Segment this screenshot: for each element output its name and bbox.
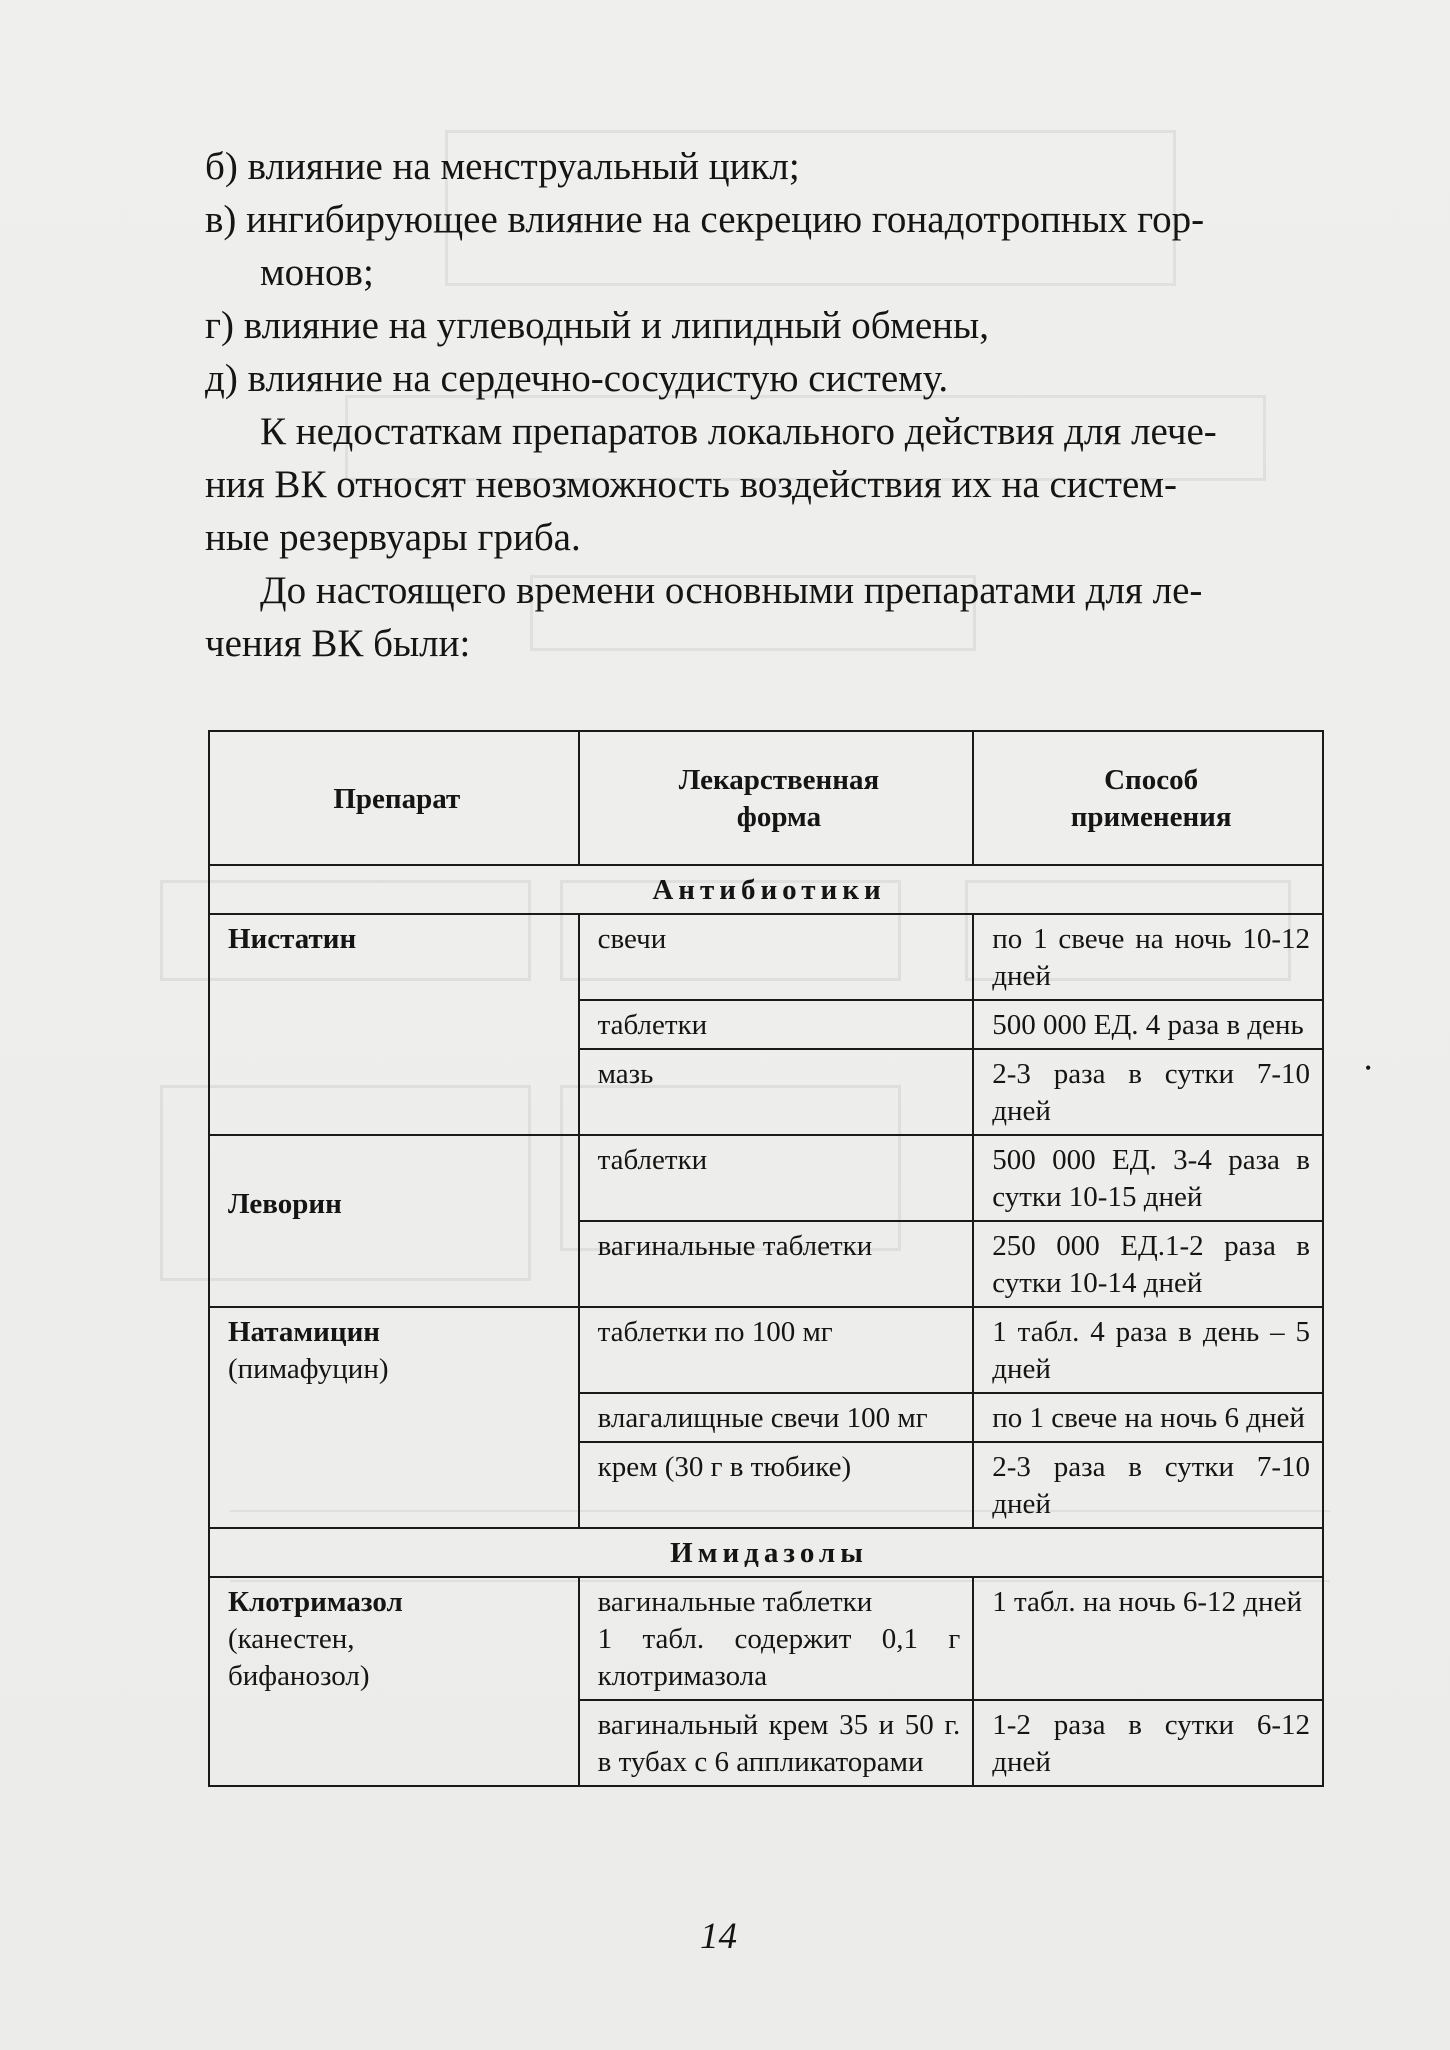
list-item-g: г) влияние на углеводный и липидный обмены, [205,304,989,347]
table-group-row [209,865,1323,914]
header-method [973,731,1323,865]
header-method-line1: Способ [1104,764,1199,796]
method-cell: 1 табл. на ночь 6-12 дней [973,1577,1323,1700]
paragraph-drawbacks-line2: ния ВК относят невозможность воздействия их на систем- [205,463,1177,506]
form-cell: мазь [579,1049,974,1135]
header-form-line1: Лекарственная [678,764,880,796]
drug-name-clotrimazole-alt2: бифанозол) [228,1660,370,1692]
method-cell: 500 000 ЕД. 4 раза в день [973,1000,1323,1049]
method-cell: 1 табл. 4 раза в день – 5 дней [973,1307,1323,1393]
group-imidazoles: Имидазолы [209,1528,1323,1577]
paragraph-main-drugs-line2: чения ВК были: [205,622,471,665]
table-header-row [209,731,1323,865]
drugs-table [208,730,1324,1787]
form-cell [579,1577,974,1700]
header-method-line2: применения [1070,801,1232,833]
header-form-line2: форма [736,801,822,833]
table-group-row [209,1528,1323,1577]
drug-name-clotrimazole-main: Клотримазол [228,1586,403,1618]
paragraph-drawbacks [205,405,1335,564]
drug-name-nystatin: Нистатин [209,914,579,1135]
drug-name-natamycin [209,1307,579,1528]
method-cell: 1-2 раза в сутки 6-12 дней [973,1700,1323,1786]
form-cell: таблетки по 100 мг [579,1307,974,1393]
method-cell: по 1 свече на ночь 10-12 дней [973,914,1323,1000]
form-cell: свечи [579,914,974,1000]
body-text [205,140,1335,670]
table-row [209,1577,1323,1700]
table-row [209,914,1323,1000]
list-item-d: д) влияние на сердечно-сосудистую систему. [205,357,949,400]
form-cell-line2: 1 табл. содержит 0,1 г клотримазола [597,1623,961,1692]
table-row [209,1135,1323,1221]
list-item-v-line1: в) ингибирующее влияние на секрецию гонадотропных гор- [205,198,1205,241]
stray-dot: • [1365,1058,1372,1078]
drug-name-natamycin-main: Натамицин [228,1316,380,1348]
drug-name-levorin: Леворин [209,1135,579,1307]
list-item-b: б) влияние на менструальный цикл; [205,145,800,188]
group-antibiotics: Антибиотики [209,865,1323,914]
form-cell: вагинальный крем 35 и 50 г. в тубах с 6 аппликаторами [579,1700,974,1786]
drug-name-clotrimazole-alt1: (канестен, [228,1623,355,1655]
method-cell: 500 000 ЕД. 3-4 раза в сутки 10-15 дней [973,1135,1323,1221]
form-cell: таблетки [579,1000,974,1049]
paragraph-main-drugs [205,564,1335,670]
paragraph-main-drugs-line1: До настоящего времени основными препаратами для ле- [260,569,1203,612]
list-item-v-line2: монов; [260,251,374,294]
form-cell: вагинальные таблетки [579,1221,974,1307]
form-cell-line1: вагинальные таблетки [597,1586,873,1618]
form-cell: влагалищные свечи 100 мг [579,1393,974,1442]
header-form [579,731,974,865]
drug-name-natamycin-alt: (пимафуцин) [228,1353,389,1385]
method-cell: 2-3 раза в сутки 7-10 дней [973,1049,1323,1135]
method-cell: 250 000 ЕД.1-2 раза в сутки 10-14 дней [973,1221,1323,1307]
form-cell: таблетки [579,1135,974,1221]
form-cell: крем (30 г в тюбике) [579,1442,974,1528]
paragraph-drawbacks-line1: К недостаткам препаратов локального действия для лече- [260,410,1217,453]
list-item-v [205,193,1335,299]
table-row [209,1307,1323,1393]
method-cell: 2-3 раза в сутки 7-10 дней [973,1442,1323,1528]
page-number: 14 [700,1916,737,1957]
header-drug: Препарат [209,731,579,865]
paragraph-drawbacks-line3: ные резервуары гриба. [205,516,581,559]
method-cell: по 1 свече на ночь 6 дней [973,1393,1323,1442]
drug-name-clotrimazole [209,1577,579,1786]
